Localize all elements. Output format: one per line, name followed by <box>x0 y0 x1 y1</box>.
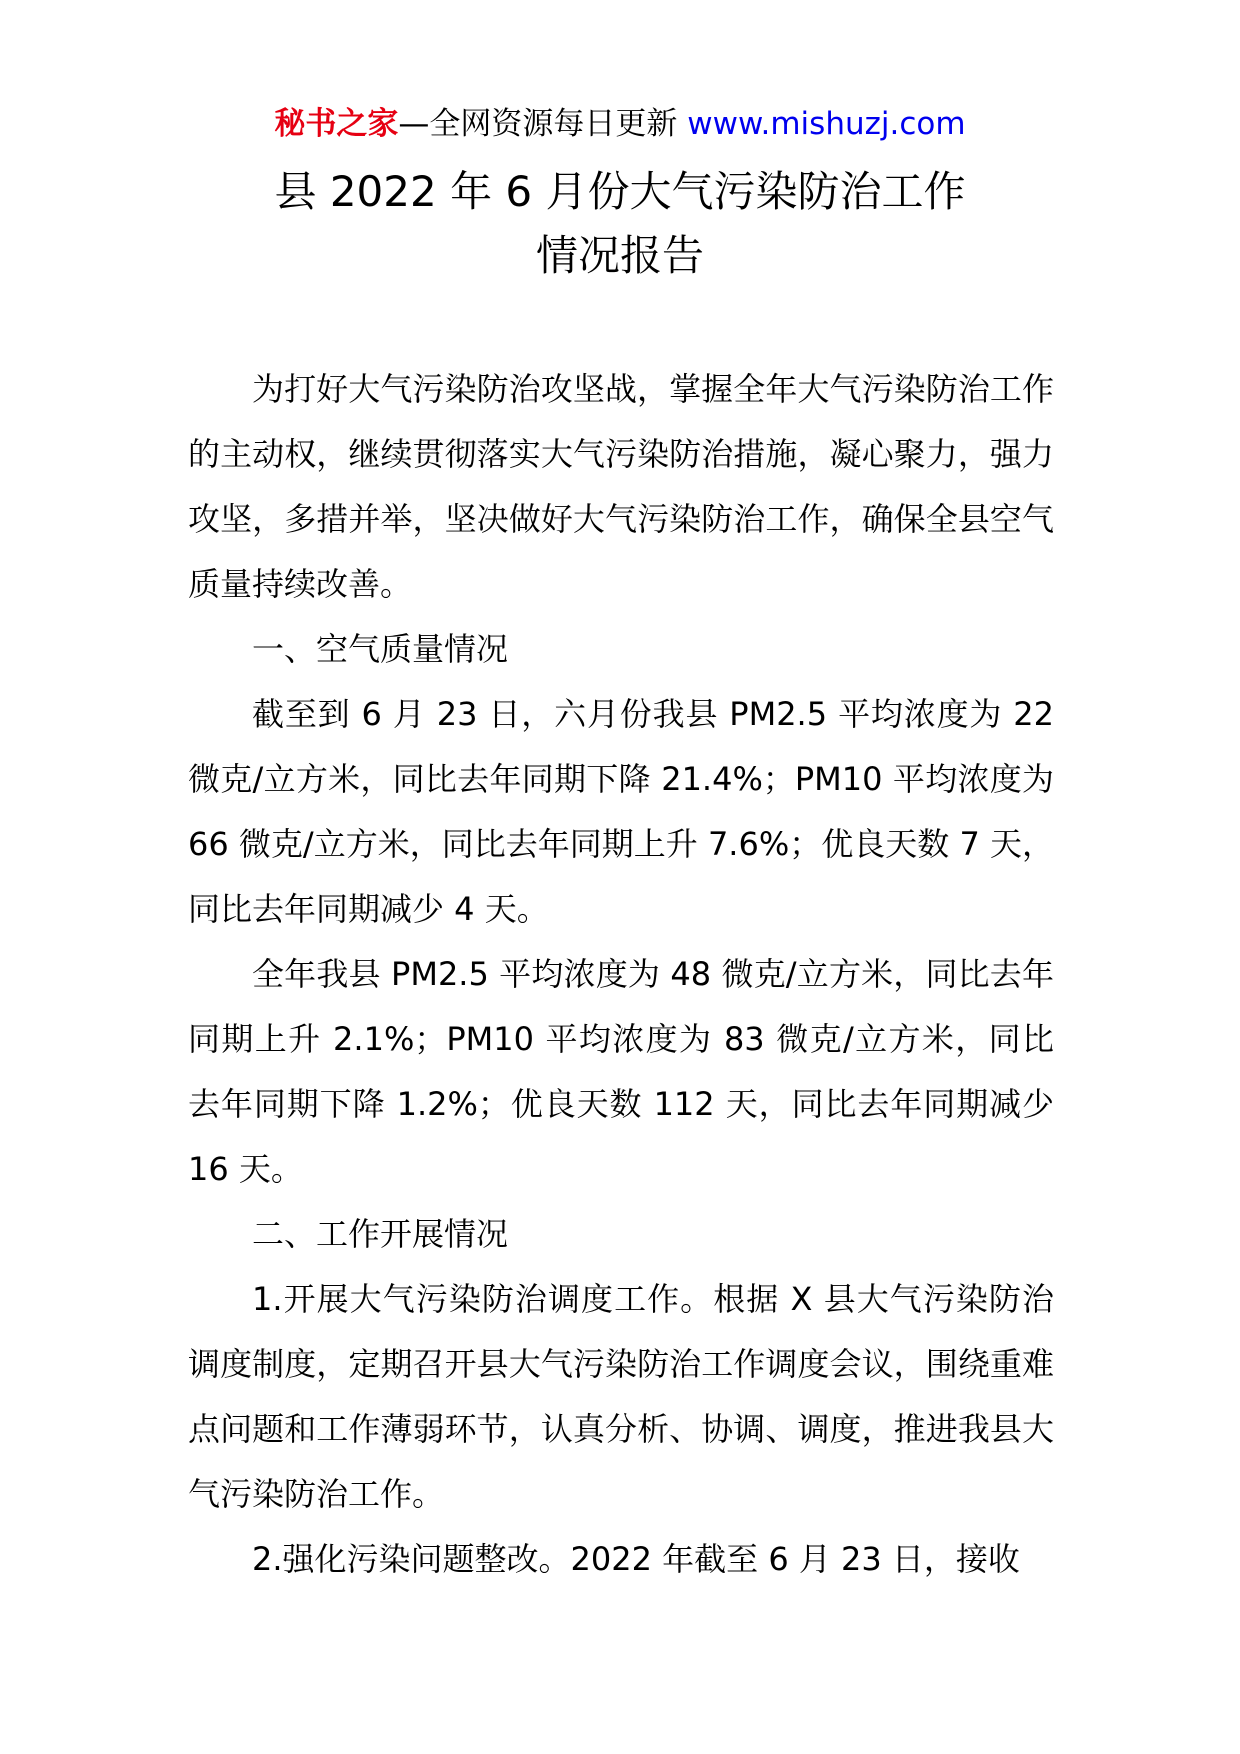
paragraph-intro: 为打好大气污染防治攻坚战，掌握全年大气污染防治工作的主动权，继续贯彻落实大气污染防治措施，凝心聚力，强力攻坚，多措并举，坚决做好大气污染防治工作，确保全县空气质量持续改善。 <box>188 370 1054 603</box>
site-brand: 秘书之家 <box>274 106 399 142</box>
paragraph-june-stats: 截至到 6 月 23 日，六月份我县 PM2.5 平均浓度为 22 微克/立方米，同比去年同期下降 21.4%；PM10 平均浓度为 66 微克/立方米，同比去年同期上升 7.6%；优良天数 7 天，同比去年同期减少 4 天。 <box>188 695 1054 928</box>
section-heading-work-progress: 二、工作开展情况 <box>252 1215 509 1253</box>
title-line-2: 情况报告 <box>535 231 704 280</box>
section-heading-air-quality: 一、空气质量情况 <box>252 630 509 668</box>
document-title <box>0 160 1240 288</box>
paragraph-item-1: 1.开展大气污染防治调度工作。根据 X 县大气污染防治调度制度，定期召开县大气污染防治工作调度会议，围绕重难点问题和工作薄弱环节，认真分析、协调、调度，推进我县大气污染防治工作。 <box>188 1280 1054 1513</box>
paragraph-item-2: 2.强化污染问题整改。2022 年截至 6 月 23 日，接收 <box>252 1540 1020 1578</box>
site-header <box>0 102 1240 146</box>
paragraph-annual-stats: 全年我县 PM2.5 平均浓度为 48 微克/立方米，同比去年同期上升 2.1%；PM10 平均浓度为 83 微克/立方米，同比去年同期下降 1.2%；优良天数 112 天，同比去年同期减少 16 天。 <box>188 955 1054 1188</box>
site-tagline: —全网资源每日更新 <box>398 106 678 142</box>
site-url-link[interactable]: www.mishuzj.com <box>687 106 966 142</box>
document-body <box>188 357 1054 1592</box>
title-line-1: 县 2022 年 6 月份大气污染防治工作 <box>274 167 966 216</box>
